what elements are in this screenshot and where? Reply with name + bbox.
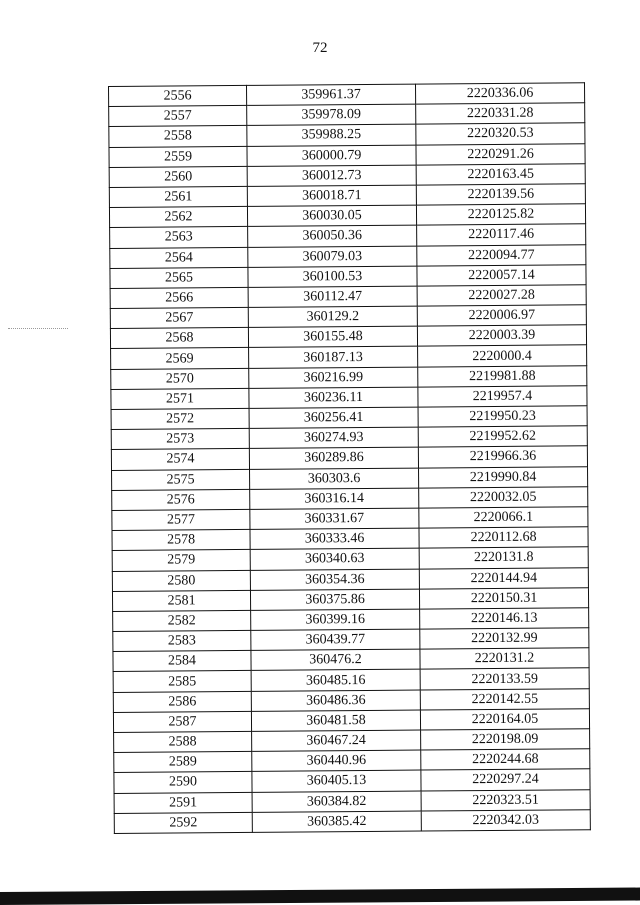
page-number: 72 <box>312 40 328 56</box>
y-coordinate-cell: 2220132.99 <box>420 628 589 650</box>
x-coordinate-cell: 360303.6 <box>250 468 419 490</box>
x-coordinate-cell: 360375.86 <box>250 589 419 611</box>
y-coordinate-cell: 2220094.77 <box>417 244 586 266</box>
y-coordinate-cell: 2220291.26 <box>416 143 585 165</box>
x-coordinate-cell: 360399.16 <box>251 609 420 631</box>
x-coordinate-cell: 360439.77 <box>251 629 420 651</box>
y-coordinate-cell: 2219957.4 <box>418 386 587 408</box>
point-id-cell: 2556 <box>109 85 247 106</box>
y-coordinate-cell: 2220133.59 <box>420 668 589 690</box>
y-coordinate-cell: 2220150.31 <box>419 587 588 609</box>
point-id-cell: 2570 <box>111 368 249 389</box>
point-id-cell: 2561 <box>109 186 247 207</box>
point-id-cell: 2590 <box>114 772 252 793</box>
y-coordinate-cell: 2220320.53 <box>416 123 585 145</box>
x-coordinate-cell: 360481.58 <box>251 710 420 732</box>
x-coordinate-cell: 360112.47 <box>248 286 417 308</box>
coordinates-table <box>108 82 591 834</box>
y-coordinate-cell: 2220125.82 <box>416 204 585 226</box>
y-coordinate-cell: 2220164.05 <box>420 709 589 731</box>
point-id-cell: 2571 <box>111 388 249 409</box>
point-id-cell: 2587 <box>113 711 251 732</box>
point-id-cell: 2565 <box>110 267 248 288</box>
y-coordinate-cell: 2219981.88 <box>418 365 587 387</box>
x-coordinate-cell: 360018.71 <box>247 185 416 207</box>
x-coordinate-cell: 360316.14 <box>250 488 419 510</box>
x-coordinate-cell: 360486.36 <box>251 690 420 712</box>
y-coordinate-cell: 2220163.45 <box>416 164 585 186</box>
y-coordinate-cell: 2220142.55 <box>420 688 589 710</box>
x-coordinate-cell: 360440.96 <box>252 750 421 772</box>
y-coordinate-cell: 2220131.8 <box>419 547 588 569</box>
point-id-cell: 2562 <box>109 207 247 228</box>
x-coordinate-cell: 360236.11 <box>249 387 418 409</box>
x-coordinate-cell: 360155.48 <box>248 326 417 348</box>
y-coordinate-cell: 2220131.2 <box>420 648 589 670</box>
y-coordinate-cell: 2220342.03 <box>421 809 590 831</box>
x-coordinate-cell: 360485.16 <box>251 670 420 692</box>
x-coordinate-cell: 360079.03 <box>248 246 417 268</box>
point-id-cell: 2575 <box>112 469 250 490</box>
y-coordinate-cell: 2220323.51 <box>421 789 590 811</box>
x-coordinate-cell: 360274.93 <box>249 427 418 449</box>
x-coordinate-cell: 360405.13 <box>252 770 421 792</box>
point-id-cell: 2581 <box>112 590 250 611</box>
y-coordinate-cell: 2220112.68 <box>419 527 588 549</box>
x-coordinate-cell: 359978.09 <box>247 104 416 126</box>
point-id-cell: 2583 <box>113 630 251 651</box>
point-id-cell: 2573 <box>111 429 249 450</box>
y-coordinate-cell: 2220144.94 <box>419 567 588 589</box>
y-coordinate-cell: 2220146.13 <box>420 608 589 630</box>
y-coordinate-cell: 2220297.24 <box>421 769 590 791</box>
point-id-cell: 2576 <box>112 489 250 510</box>
y-coordinate-cell: 2219950.23 <box>418 406 587 428</box>
point-id-cell: 2578 <box>112 530 250 551</box>
y-coordinate-cell: 2220244.68 <box>421 749 590 771</box>
x-coordinate-cell: 360385.42 <box>252 811 421 833</box>
y-coordinate-cell: 2220000.4 <box>418 345 587 367</box>
y-coordinate-cell: 2219990.84 <box>419 466 588 488</box>
point-id-cell: 2560 <box>109 166 247 187</box>
x-coordinate-cell: 360100.53 <box>248 266 417 288</box>
table-row <box>114 809 590 833</box>
x-coordinate-cell: 360340.63 <box>250 548 419 570</box>
x-coordinate-cell: 360030.05 <box>247 205 416 227</box>
point-id-cell: 2564 <box>110 247 248 268</box>
point-id-cell: 2563 <box>110 227 248 248</box>
x-coordinate-cell: 360289.86 <box>249 447 418 469</box>
x-coordinate-cell: 360012.73 <box>247 165 416 187</box>
point-id-cell: 2584 <box>113 651 251 672</box>
point-id-cell: 2577 <box>112 509 250 530</box>
point-id-cell: 2574 <box>111 449 249 470</box>
point-id-cell: 2558 <box>109 126 247 147</box>
point-id-cell: 2585 <box>113 671 251 692</box>
y-coordinate-cell: 2220336.06 <box>415 83 584 105</box>
y-coordinate-cell: 2220057.14 <box>417 264 586 286</box>
x-coordinate-cell: 360467.24 <box>252 730 421 752</box>
x-coordinate-cell: 360331.67 <box>250 508 419 530</box>
y-coordinate-cell: 2220139.56 <box>416 184 585 206</box>
coordinates-table-body <box>109 83 591 834</box>
y-coordinate-cell: 2220066.1 <box>419 507 588 529</box>
y-coordinate-cell: 2219952.62 <box>418 426 587 448</box>
y-coordinate-cell: 2220027.28 <box>417 285 586 307</box>
x-coordinate-cell: 359988.25 <box>247 124 416 146</box>
x-coordinate-cell: 360216.99 <box>249 367 418 389</box>
x-coordinate-cell: 359961.37 <box>246 84 415 106</box>
x-coordinate-cell: 360256.41 <box>249 407 418 429</box>
point-id-cell: 2557 <box>109 106 247 127</box>
x-coordinate-cell: 360050.36 <box>248 225 417 247</box>
x-coordinate-cell: 360333.46 <box>250 528 419 550</box>
point-id-cell: 2588 <box>114 731 252 752</box>
x-coordinate-cell: 360354.36 <box>250 569 419 591</box>
y-coordinate-cell: 2220117.46 <box>417 224 586 246</box>
x-coordinate-cell: 360129.2 <box>248 306 417 328</box>
y-coordinate-cell: 2220006.97 <box>417 305 586 327</box>
y-coordinate-cell: 2219966.36 <box>418 446 587 468</box>
point-id-cell: 2591 <box>114 792 252 813</box>
point-id-cell: 2589 <box>114 752 252 773</box>
scan-bottom-edge <box>0 888 640 905</box>
point-id-cell: 2569 <box>111 348 249 369</box>
coordinates-table-container <box>108 82 591 834</box>
x-coordinate-cell: 360187.13 <box>249 347 418 369</box>
scan-artifact <box>8 328 68 329</box>
point-id-cell: 2579 <box>112 550 250 571</box>
point-id-cell: 2572 <box>111 408 249 429</box>
y-coordinate-cell: 2220331.28 <box>416 103 585 125</box>
point-id-cell: 2582 <box>113 610 251 631</box>
point-id-cell: 2580 <box>112 570 250 591</box>
x-coordinate-cell: 360384.82 <box>252 791 421 813</box>
point-id-cell: 2566 <box>110 287 248 308</box>
x-coordinate-cell: 360000.79 <box>247 145 416 167</box>
point-id-cell: 2592 <box>114 812 252 833</box>
y-coordinate-cell: 2220198.09 <box>421 729 590 751</box>
x-coordinate-cell: 360476.2 <box>251 649 420 671</box>
point-id-cell: 2567 <box>110 307 248 328</box>
y-coordinate-cell: 2220003.39 <box>417 325 586 347</box>
point-id-cell: 2559 <box>109 146 247 167</box>
point-id-cell: 2586 <box>113 691 251 712</box>
point-id-cell: 2568 <box>110 328 248 349</box>
y-coordinate-cell: 2220032.05 <box>419 486 588 508</box>
